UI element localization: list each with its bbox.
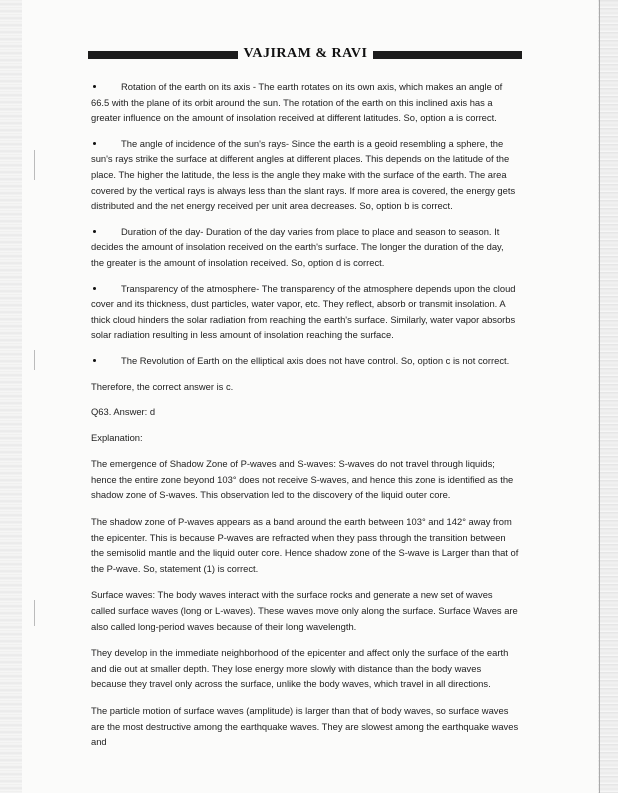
bullet-text: Duration of the day- Duration of the day varies from place to place and season to season. It decides the amount of insolation received on the earth's surface. The longer the duration of the day, the greater is the amount of insolation received. So, option d is correct.	[91, 225, 504, 268]
bullet-dot	[93, 142, 96, 145]
explanation-paragraph: The particle motion of surface waves (amplitude) is larger than that of body waves, so surface waves are the most destructive among the earthquake waves. They are slowest among the earthquake waves and	[91, 705, 519, 748]
scan-mark	[34, 600, 35, 626]
bullet-dot	[93, 287, 96, 290]
bullet-item	[91, 79, 519, 126]
page-edge-line	[599, 0, 600, 793]
header-bar-left	[88, 51, 238, 59]
bullet-item	[91, 136, 519, 214]
scan-right-edge	[598, 0, 618, 793]
explanation-label: Explanation:	[91, 431, 143, 443]
document-body	[91, 79, 519, 750]
bullet-dot	[93, 85, 96, 88]
question-answer: Q63. Answer: d	[91, 406, 156, 418]
bullet-item	[91, 281, 519, 343]
page-header	[88, 44, 522, 64]
scan-mark	[34, 150, 35, 180]
header-title: VAJIRAM & RAVI	[243, 46, 368, 61]
bullet-dot	[93, 359, 96, 362]
header-bar-right	[373, 51, 522, 59]
scan-left-edge	[0, 0, 22, 793]
explanation-paragraph: The emergence of Shadow Zone of P-waves and S-waves: S-waves do not travel through liquids; hence the entire zone beyond 103° does not receive S-waves, and hence this zone is identified as the shadow zone of S-waves. This observation led to the discovery of the liquid outer core.	[91, 458, 514, 501]
conclusion-text: Therefore, the correct answer is c.	[91, 380, 234, 392]
bullet-item	[91, 353, 519, 369]
bullet-text: The angle of incidence of the sun's rays- Since the earth is a geoid resembling a sphere, the sun's rays strike the surface at different angles at different places. This depends on the latitude of the place. The higher the latitude, the less is the angle they make with the surface of the earth. The area covered by the vertical rays is always less than the slant rays. If more area is covered, the energy gets distributed and the net energy received per unit area decreases. So, option b is correct.	[91, 137, 516, 212]
bullet-text: Rotation of the earth on its axis - The earth rotates on its own axis, which makes an angle of 66.5 with the plane of its orbit around the sun. The rotation of the earth on this inclined axis has a greater influence on the amount of insolation received at different latitudes. So, option a is correct.	[91, 81, 503, 124]
explanation-paragraph: The shadow zone of P-waves appears as a band around the earth between 103° and 142° away from the epicenter. This is because P-waves are refracted when they pass through the transition between the semisolid mantle and the liquid outer core. Hence shadow zone of the S-wave is Larger than that of the P-wave. So, statement (1) is correct.	[91, 516, 519, 574]
explanation-paragraph: They develop in the immediate neighborhood of the epicenter and affect only the surface of the earth and die out at smaller depth. They lose energy more slowly with distance than the body waves because they travel only across the surface, unlike the body waves, which travel in all directions.	[91, 647, 509, 690]
bullet-item	[91, 224, 519, 271]
explanation-paragraph: Surface waves: The body waves interact with the surface rocks and generate a new set of waves called surface waves (long or L-waves). These waves move only along the surface. Surface Waves are also called long-period waves because of their long wavelength.	[91, 589, 518, 632]
bullet-text: Transparency of the atmosphere- The transparency of the atmosphere depends upon the cloud cover and its thickness, dust particles, water vapor, etc. They reflect, absorb or transmit insolation. A thick cloud hinders the solar radiation from reaching the earth's surface. Similarly, water vapor absorbs solar radiation resulting in less amount of insolation reaching the surface.	[91, 282, 516, 341]
bullet-text: The Revolution of Earth on the elliptical axis does not have control. So, option c is not correct.	[121, 354, 510, 366]
scan-mark	[34, 350, 35, 370]
bullet-dot	[93, 230, 96, 233]
